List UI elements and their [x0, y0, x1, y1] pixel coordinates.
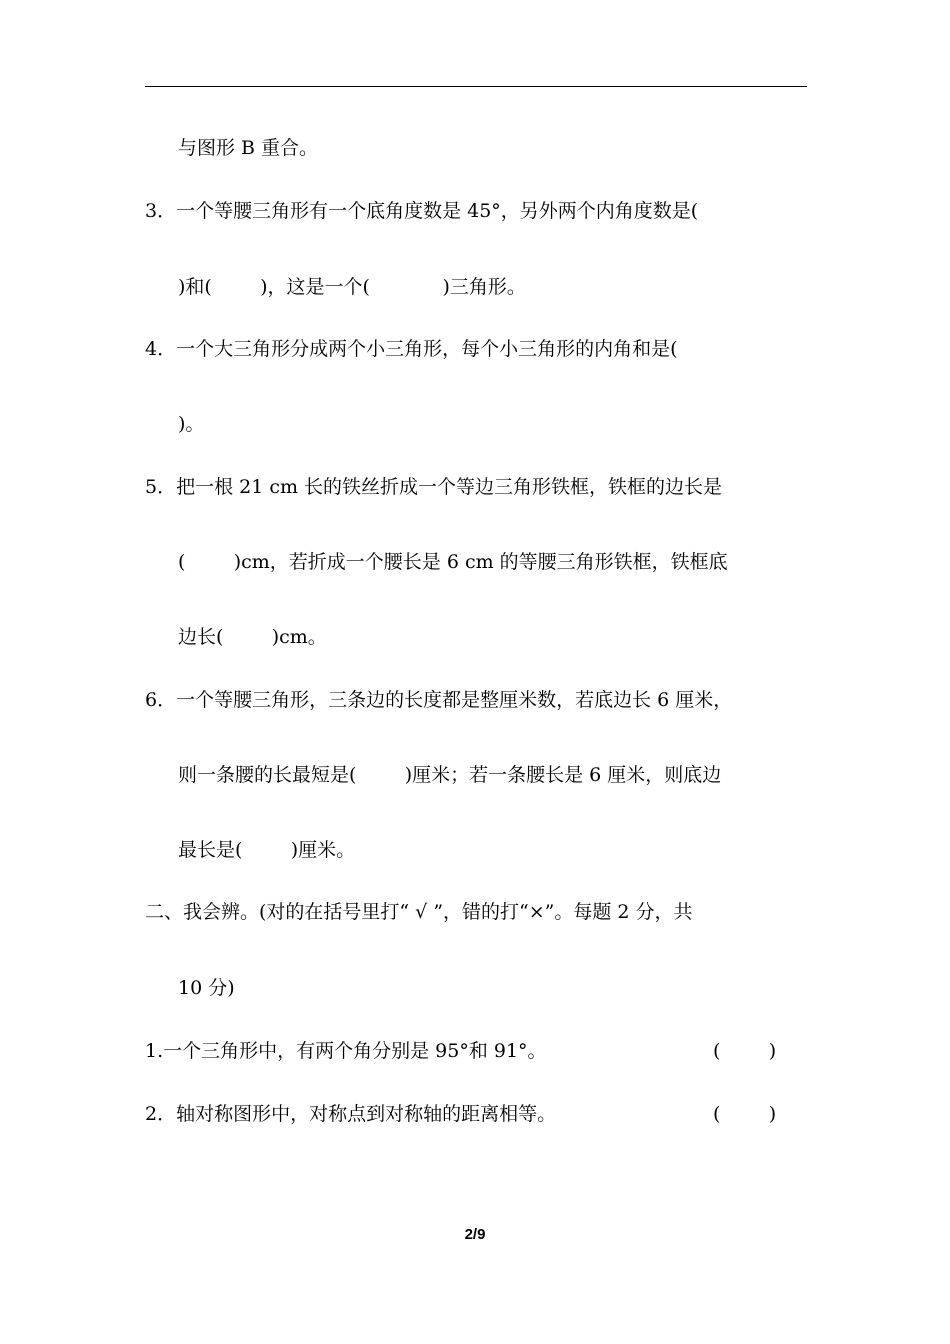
question-6-line-2: 则一条腰的长最短是( )厘米；若一条腰长是 6 厘米，则底边 — [178, 764, 722, 786]
question-5-line-2: ( )cm，若折成一个腰长是 6 cm 的等腰三角形铁框，铁框底 — [178, 551, 728, 573]
page-number: 2/9 — [464, 1226, 486, 1243]
judge-question-1: 1.一个三角形中，有两个角分别是 95°和 91°。 — [145, 1040, 547, 1062]
section-2-heading-line-2: 10 分) — [178, 977, 235, 999]
question-5-line-3: 边长( )cm。 — [178, 626, 327, 648]
question-6-line-1: 6．一个等腰三角形，三条边的长度都是整厘米数，若底边长 6 厘米， — [145, 689, 733, 711]
header-rule — [145, 86, 807, 87]
question-4-line-2: )。 — [178, 413, 205, 435]
judge-question-1-answer-box: ( ) — [713, 1040, 777, 1062]
text-line-1: 与图形 B 重合。 — [178, 137, 319, 159]
judge-question-2: 2．轴对称图形中，对称点到对称轴的距离相等。 — [145, 1103, 557, 1125]
question-3-line-1: 3．一个等腰三角形有一个底角度数是 45°，另外两个内角度数是( — [145, 200, 699, 222]
question-6-line-3: 最长是( )厘米。 — [178, 839, 356, 861]
question-3-line-2: )和( )，这是一个( )三角形。 — [178, 276, 526, 298]
question-4-line-1: 4．一个大三角形分成两个小三角形，每个小三角形的内角和是( — [145, 338, 678, 360]
section-2-heading-line-1: 二、我会辨。(对的在括号里打“ √ ”，错的打“×”。每题 2 分，共 — [145, 901, 693, 923]
judge-question-2-answer-box: ( ) — [713, 1103, 777, 1125]
question-5-line-1: 5．把一根 21 cm 长的铁丝折成一个等边三角形铁框，铁框的边长是 — [145, 476, 723, 498]
